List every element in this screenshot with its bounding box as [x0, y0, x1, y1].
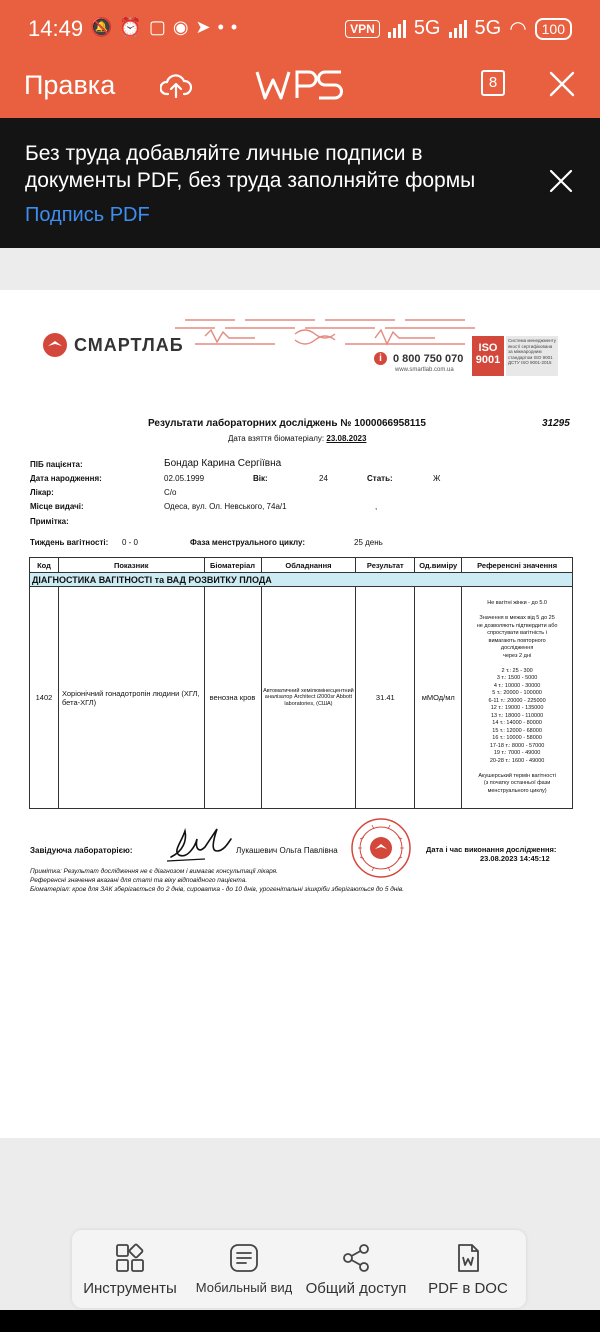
reference-line: 6-11 т.: 20000 - 225000: [488, 697, 546, 704]
place-extra: ,: [375, 502, 378, 511]
smartlab-logo-icon: [42, 332, 68, 358]
sample-date-label: Дата взяття біоматеріалу:: [228, 434, 325, 443]
status-bar: [0, 0, 600, 58]
reference-line: 5 т.: 20000 - 100000: [492, 690, 542, 696]
reference-line: дослідження: [500, 645, 534, 651]
row-reference: [462, 587, 573, 809]
signal-icon-2: [449, 20, 467, 38]
edit-button[interactable]: Правка: [24, 70, 116, 100]
network-type-2: 5G: [474, 17, 502, 39]
reference-line: через 2 дні: [503, 652, 532, 659]
reference-line: [463, 765, 571, 773]
col-material: Біоматеріал: [204, 558, 261, 573]
network-type-1: 5G: [413, 17, 441, 39]
row-material: венозна кров: [204, 587, 261, 809]
sex-label: Стать:: [367, 474, 393, 483]
reference-line: [463, 608, 571, 616]
reference-line: спростувати вагітність і: [487, 630, 547, 636]
cloud-upload-icon[interactable]: [160, 70, 192, 102]
smartlab-logo: [42, 332, 184, 358]
doctor-value: С/о: [164, 488, 177, 497]
done-label: Дата і час виконання дослідження:: [426, 845, 557, 854]
banner-link[interactable]: Подпись PDF: [25, 204, 150, 226]
row-code: 1402: [30, 587, 59, 809]
share-icon: [340, 1242, 372, 1274]
reference-line: 13 т.: 18000 - 110000: [490, 712, 544, 719]
reference-line: Значення в межах від 5 до 25: [479, 615, 555, 621]
website: www.smartlab.com.ua: [395, 367, 454, 373]
document-code: 31295: [542, 418, 570, 429]
bottom-nav: [72, 1230, 526, 1308]
status-time: 14:49: [28, 16, 84, 41]
col-reference: Референсні значення: [462, 558, 573, 573]
dob-value: 02.05.1999: [164, 474, 205, 483]
banner-text: Без труда добавляйте личные подписи в документы PDF, без труда заполняйте формы: [25, 142, 476, 192]
decorative-pattern: [175, 312, 475, 352]
reference-line: не дозволяють підтвердити або: [476, 622, 558, 629]
row-indicator: Хоріонічний гонадотропін людини (ХГЛ, бета-ХГЛ): [58, 587, 204, 809]
notification-icons: 🔕⏰▢◉➤••: [90, 17, 245, 37]
nav-share-label: Общий доступ: [305, 1280, 407, 1297]
signal-icon: [388, 20, 406, 38]
reference-line: 15 т.: 12000 - 68000: [492, 727, 542, 734]
system-nav-bar: [0, 1310, 600, 1332]
table-header: [30, 558, 573, 573]
info-icon: i: [374, 352, 387, 365]
sample-date: [228, 434, 366, 443]
nav-share[interactable]: [304, 1242, 408, 1297]
close-icon[interactable]: [548, 70, 576, 98]
reference-line: 14 т.: 14000 - 80000: [492, 720, 542, 726]
reference-line: вимагають повторного: [488, 637, 546, 644]
place-label: Місце видачі:: [30, 502, 84, 511]
head-name: Лукашевич Ольга Павлівна: [236, 846, 338, 855]
row-result: 31.41: [356, 587, 415, 809]
pdf-to-doc-icon: [452, 1242, 484, 1274]
nav-pdf-to-doc[interactable]: [418, 1242, 518, 1297]
row-unit: мМОд/мл: [415, 587, 462, 809]
nav-pdf-to-doc-label: PDF в DOC: [428, 1280, 508, 1297]
nav-mobile-view[interactable]: [192, 1242, 296, 1295]
week-value: 0 - 0: [122, 538, 139, 547]
battery-icon: 100: [535, 18, 572, 40]
section-row: [30, 573, 573, 587]
contact-phone: [374, 352, 463, 365]
app-toolbar: [0, 58, 600, 118]
col-equipment: Обладнання: [261, 558, 356, 573]
banner-close-icon[interactable]: [548, 168, 574, 194]
iso-cert-text: Система менеджменту якості сертифікована за міжнародним стандартом ISO 9001 ДСТУ ISO 9001-2015: [506, 336, 558, 376]
section-title: ДІАГНОСТИКА ВАГІТНОСТІ та ВАД РОЗВИТКУ ПЛОДА: [30, 573, 573, 587]
col-result: Результат: [356, 558, 415, 573]
note-line: Біоматеріал: кров для ЗАК зберігається до 2 днів, сироватка - до 10 днів, урогенітальні зішкріби зберігаються до 5 днів.: [30, 886, 405, 893]
place-value: Одеса, вул. Ол. Невського, 74а/1: [164, 502, 287, 511]
status-right: [345, 16, 572, 41]
age-value: 24: [319, 474, 328, 483]
reference-line: (з початку останньої фази: [483, 780, 551, 786]
note-line: Примітка: Результат дослідження не є діагнозом і вимагає консультації лікаря.: [30, 868, 278, 875]
reference-line: 16 т.: 10000 - 58000: [492, 735, 542, 741]
mobile-view-icon: [228, 1242, 260, 1274]
iso-badge: [472, 336, 504, 376]
phone-number: 0 800 750 070: [393, 352, 464, 365]
note-label: Примітка:: [30, 517, 69, 526]
vpn-icon: VPN: [345, 20, 380, 38]
head-label: Завідуюча лабораторією:: [30, 846, 133, 855]
reference-line: 4 т.: 10000 - 30000: [493, 682, 541, 689]
signature-image: [165, 821, 235, 865]
results-table: [29, 557, 573, 809]
row-equipment: Автоматичний хемілюмінесцентний аналізатор Architect i2000sr Abbott laboratories, (США): [261, 587, 356, 809]
reference-line: 12 т.: 19000 - 135000: [490, 705, 544, 711]
notes: [30, 867, 404, 894]
page-count-button[interactable]: 8: [481, 70, 505, 96]
table-row: [30, 587, 573, 809]
reference-line: менструального циклу): [487, 787, 547, 794]
col-code: Код: [30, 558, 59, 573]
patient-name-label: ПІБ пацієнта:: [30, 460, 83, 469]
wps-logo: [255, 68, 345, 102]
col-indicator: Показник: [58, 558, 204, 573]
reference-line: 19 т.: 7000 - 49000: [493, 750, 541, 756]
document-page[interactable]: [0, 290, 600, 1138]
tools-icon: [114, 1242, 146, 1274]
reference-line: 17-18 т.: 8000 - 57000: [489, 742, 545, 749]
logo-text: СМАРТЛАБ: [74, 334, 184, 355]
iso-number: 9001: [475, 354, 501, 366]
sample-date-value: 23.08.2023: [326, 434, 367, 443]
reference-line: Акушерський термін вагітності: [478, 772, 556, 779]
nav-tools[interactable]: [80, 1242, 180, 1297]
phase-label: Фаза менструального циклу:: [190, 538, 306, 547]
age-label: Вік:: [253, 474, 268, 483]
wifi-icon: ◠: [509, 18, 527, 40]
done-value: 23.08.2023 14:45:12: [480, 854, 550, 863]
nav-mobile-view-label: Мобильный вид: [195, 1280, 293, 1295]
reference-line: 20-28 т.: 1600 - 49000: [489, 757, 545, 764]
document-title: Результати лабораторних досліджень № 1000066958115: [148, 418, 426, 429]
col-unit: Од.виміру: [415, 558, 462, 573]
iso-title: ISO: [478, 342, 498, 354]
reference-line: Не вагітні жінки - до 5.0: [487, 600, 547, 606]
doctor-label: Лікар:: [30, 488, 54, 497]
note-line: Референсні значення вказані для статі та віку відповідного пацієнта.: [30, 877, 248, 884]
reference-line: [463, 660, 571, 668]
reference-line: 3 т.: 1500 - 5000: [496, 675, 538, 681]
phase-value: 25 день: [354, 538, 383, 547]
patient-name: Бондар Карина Сергіївна: [164, 458, 282, 469]
dob-label: Дата народження:: [30, 474, 102, 483]
promo-banner: [0, 118, 600, 248]
reference-line: 2 т.: 25 - 300: [501, 667, 533, 674]
sex-value: Ж: [433, 474, 441, 483]
nav-tools-label: Инструменты: [83, 1280, 177, 1297]
week-label: Тиждень вагітності:: [30, 538, 109, 547]
